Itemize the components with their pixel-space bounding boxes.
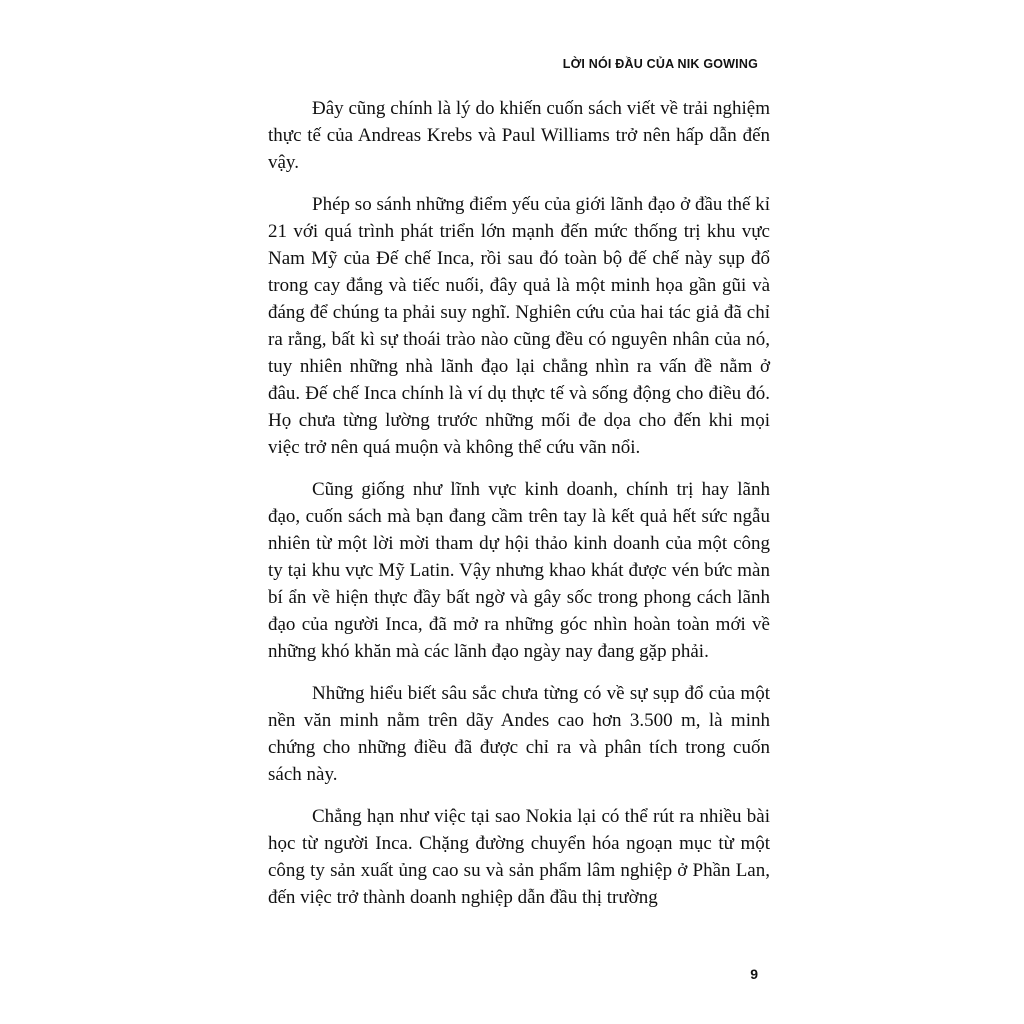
paragraph-1: Đây cũng chính là lý do khiến cuốn sách viết về trải nghiệm thực tế của Andreas Krebs và Paul Williams trở nên hấp dẫn đến vậy. <box>268 98 770 173</box>
page-number: 9 <box>750 966 758 982</box>
paragraph-2: Phép so sánh những điểm yếu của giới lãnh đạo ở đầu thế kỉ 21 với quá trình phát triển lớn mạnh đến mức thống trị khu vực Nam Mỹ của Đế chế Inca, rồi sau đó toàn bộ đế chế này sụp đổ trong cay đắng và tiếc nuối, đây quả là một minh họa gần gũi và đáng để chúng ta phải suy nghĩ. Nghiên cứu của hai tác giả đã chỉ ra rằng, bất kì sự thoái trào nào cũng đều có nguyên nhân của nó, tuy nhiên những nhà lãnh đạo lại chẳng nhìn ra vấn đề nằm ở đâu. Đế chế Inca chính là ví dụ thực tế và sống động cho điều đó. Họ chưa từng lường trước những mối đe dọa cho đến khi mọi việc trở nên quá muộn và không thể cứu vãn nổi. <box>268 194 770 458</box>
body-text <box>268 95 770 926</box>
paragraph-4: Những hiểu biết sâu sắc chưa từng có về sự sụp đổ của một nền văn minh nằm trên dãy Andes cao hơn 3.500 m, là minh chứng cho những điều đã được chỉ ra và phân tích trong cuốn sách này. <box>268 683 770 785</box>
paragraph-3: Cũng giống như lĩnh vực kinh doanh, chính trị hay lãnh đạo, cuốn sách mà bạn đang cầm trên tay là kết quả hết sức ngẫu nhiên từ một lời mời tham dự hội thảo kinh doanh của một công ty tại khu vực Mỹ Latin. Vậy nhưng khao khát được vén bức màn bí ẩn về hiện thực đầy bất ngờ và gây sốc trong phong cách lãnh đạo của người Inca, đã mở ra những góc nhìn hoàn toàn mới về những khó khăn mà các lãnh đạo ngày nay đang gặp phải. <box>268 479 770 662</box>
running-header: LỜI NÓI ĐẦU CỦA NIK GOWING <box>562 57 758 71</box>
paragraph-5: Chẳng hạn như việc tại sao Nokia lại có thể rút ra nhiều bài học từ người Inca. Chặng đường chuyển hóa ngoạn mục từ một công ty sản xuất ủng cao su và sản phẩm lâm nghiệp ở Phần Lan, đến việc trở thành doanh nghiệp dẫn đầu thị trường <box>268 806 770 908</box>
